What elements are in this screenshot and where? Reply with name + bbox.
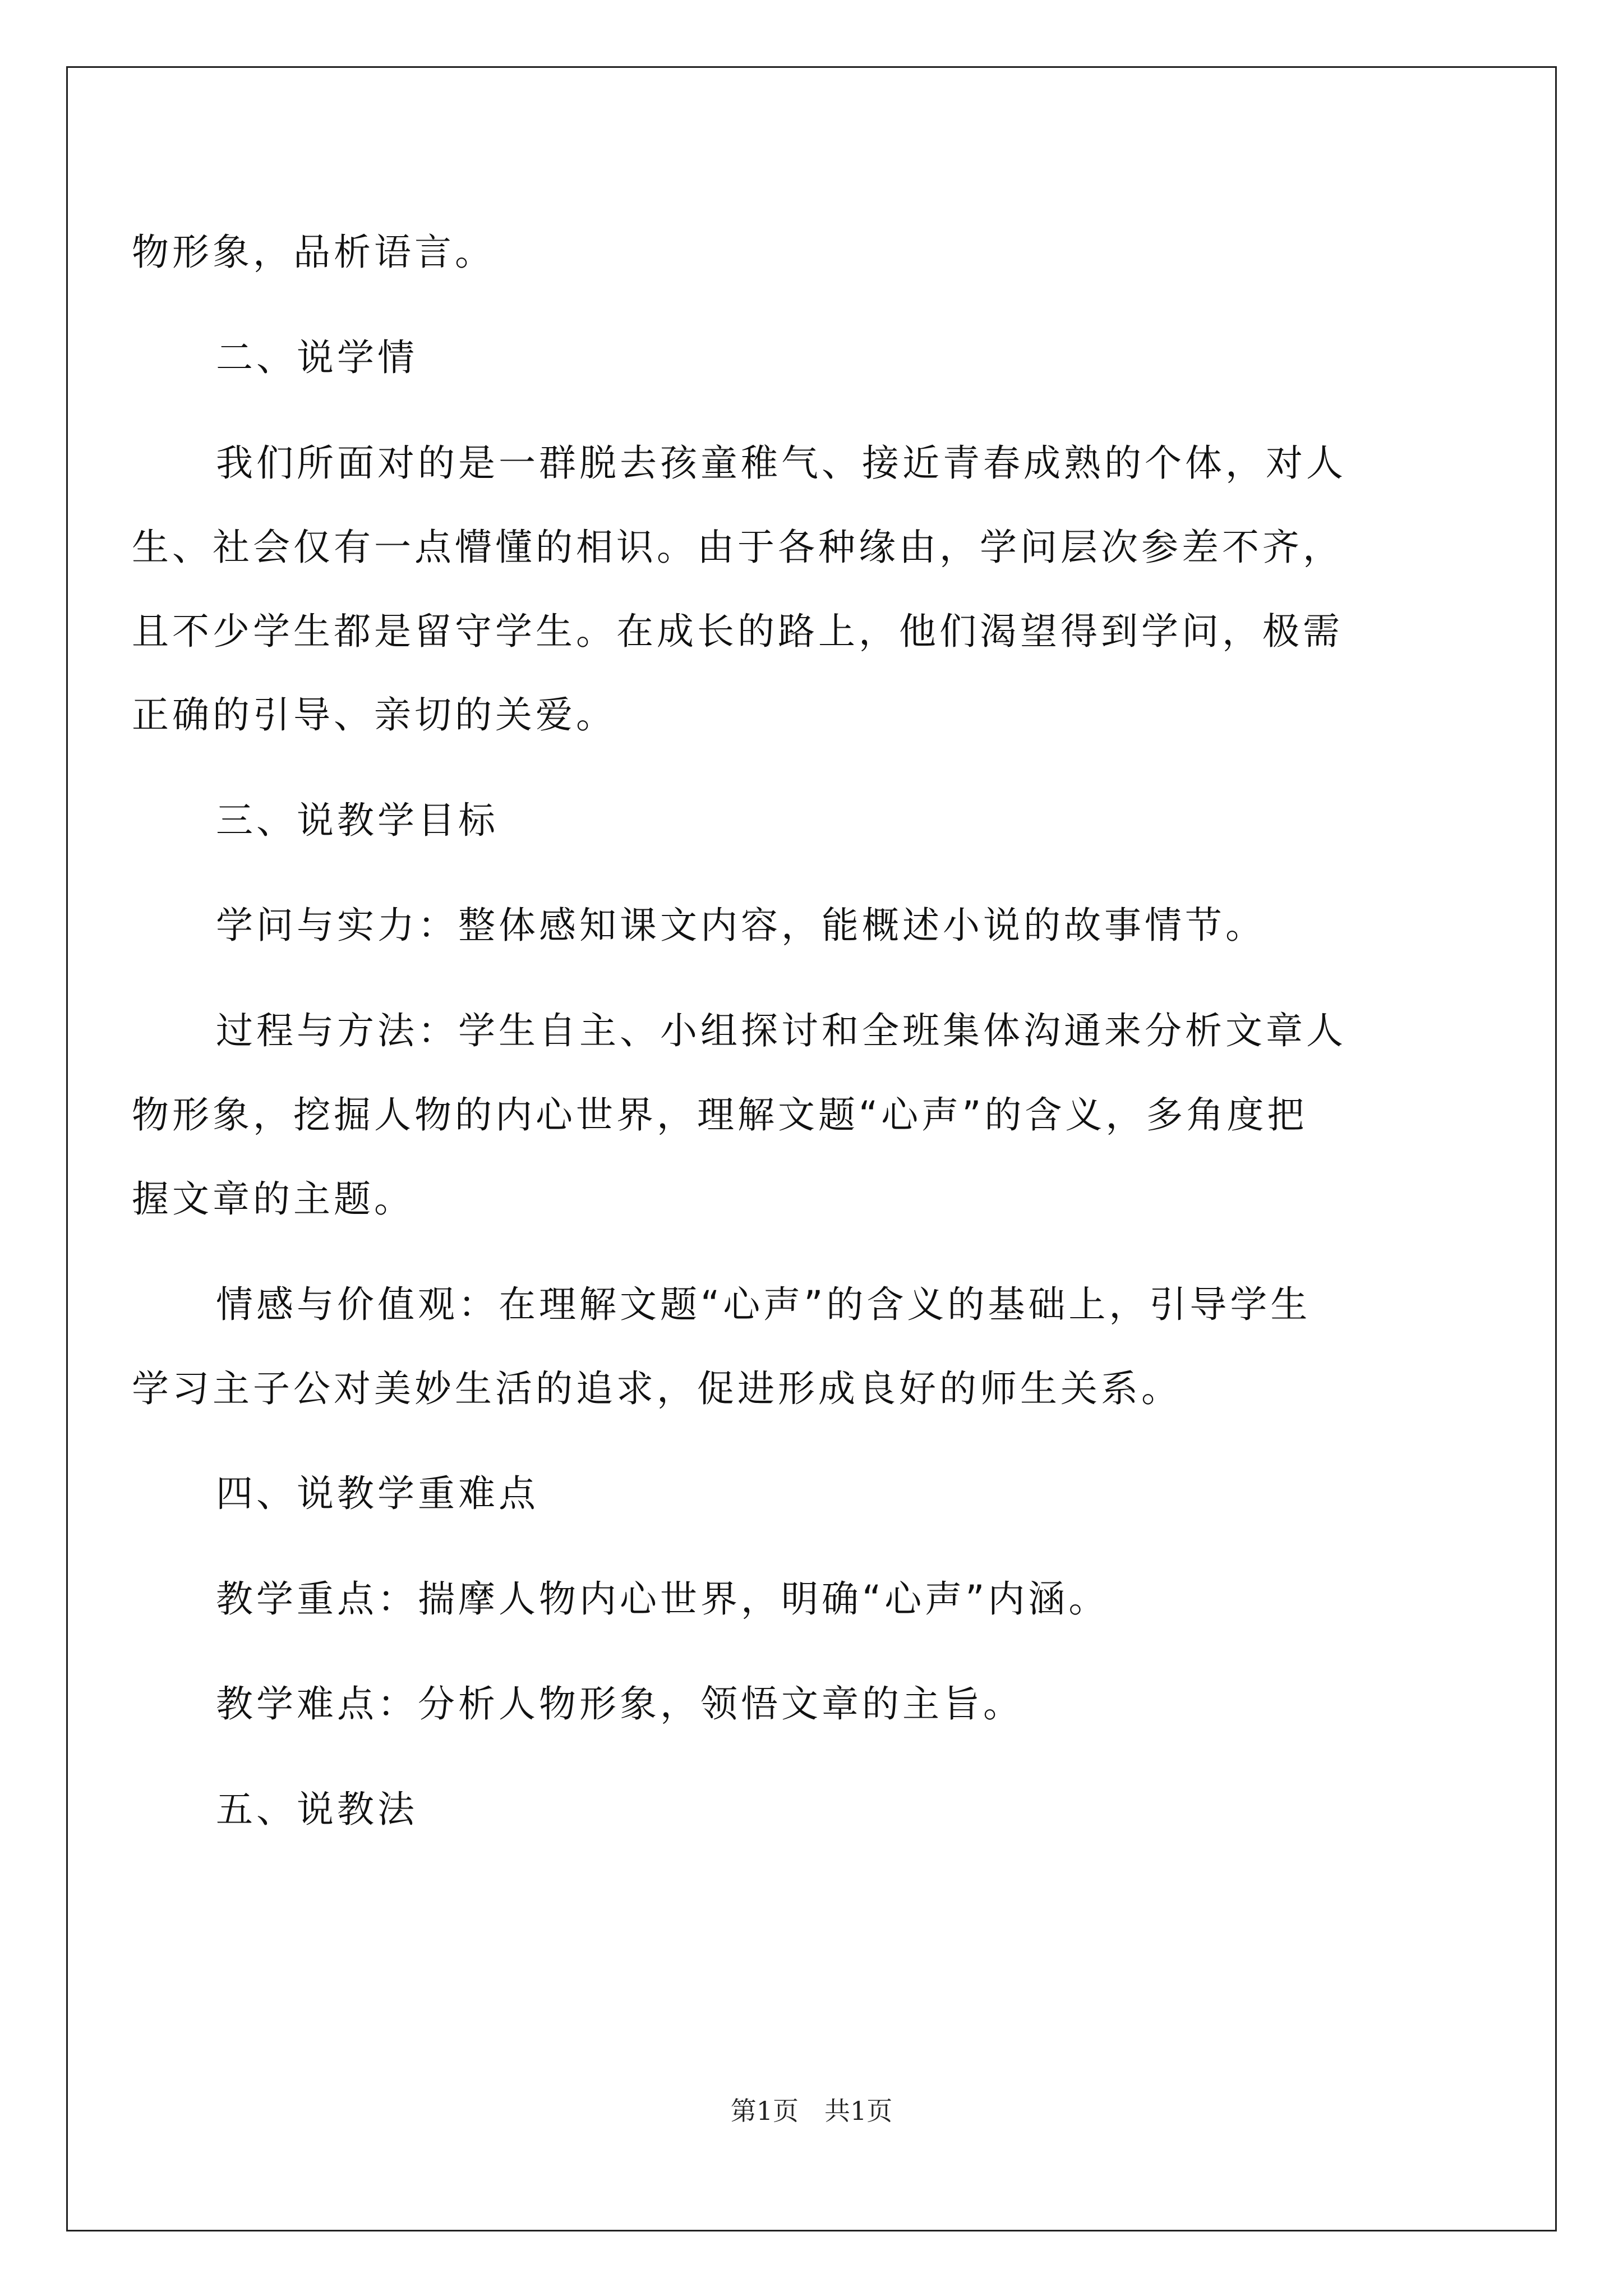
text-line: 且不少学生都是留守学生。在成长的路上，他们渴望得到学问，极需	[132, 610, 1343, 653]
text-line: 正确的引导、亲切的关爱。	[132, 693, 616, 737]
text-line: 教学难点：分析人物形象，领悟文章的主旨。	[216, 1682, 1023, 1726]
page-border	[66, 66, 1557, 2231]
page-footer: 第1页 共1页	[730, 2096, 893, 2126]
text-line: 情感与价值观：在理解文题“心声”的含义的基础上，引导学生	[216, 1283, 1311, 1326]
section-heading: 二、说学情	[216, 336, 418, 379]
text-line: 物形象，品析语言。	[132, 231, 495, 274]
section-heading: 五、说教法	[216, 1788, 418, 1831]
text-line: 握文章的主题。	[132, 1177, 414, 1221]
section-heading: 三、说教学目标	[216, 799, 499, 842]
text-line: 物形象，挖掘人物的内心世界，理解文题“心声”的含义，多角度把	[132, 1093, 1308, 1137]
text-line: 教学重点：揣摩人物内心世界，明确“心声”内涵。	[216, 1577, 1109, 1621]
text-line: 学习主子公对美妙生活的追求，促进形成良好的师生关系。	[132, 1367, 1182, 1410]
section-heading: 四、说教学重难点	[216, 1472, 539, 1515]
text-line: 学问与实力：整体感知课文内容，能概述小说的故事情节。	[216, 904, 1266, 947]
text-line: 我们所面对的是一群脱去孩童稚气、接近青春成熟的个体，对人	[216, 441, 1347, 485]
text-line: 过程与方法：学生自主、小组探讨和全班集体沟通来分析文章人	[216, 1009, 1347, 1052]
text-line: 生、社会仅有一点懵懂的相识。由于各种缘由，学问层次参差不齐，	[132, 526, 1343, 569]
